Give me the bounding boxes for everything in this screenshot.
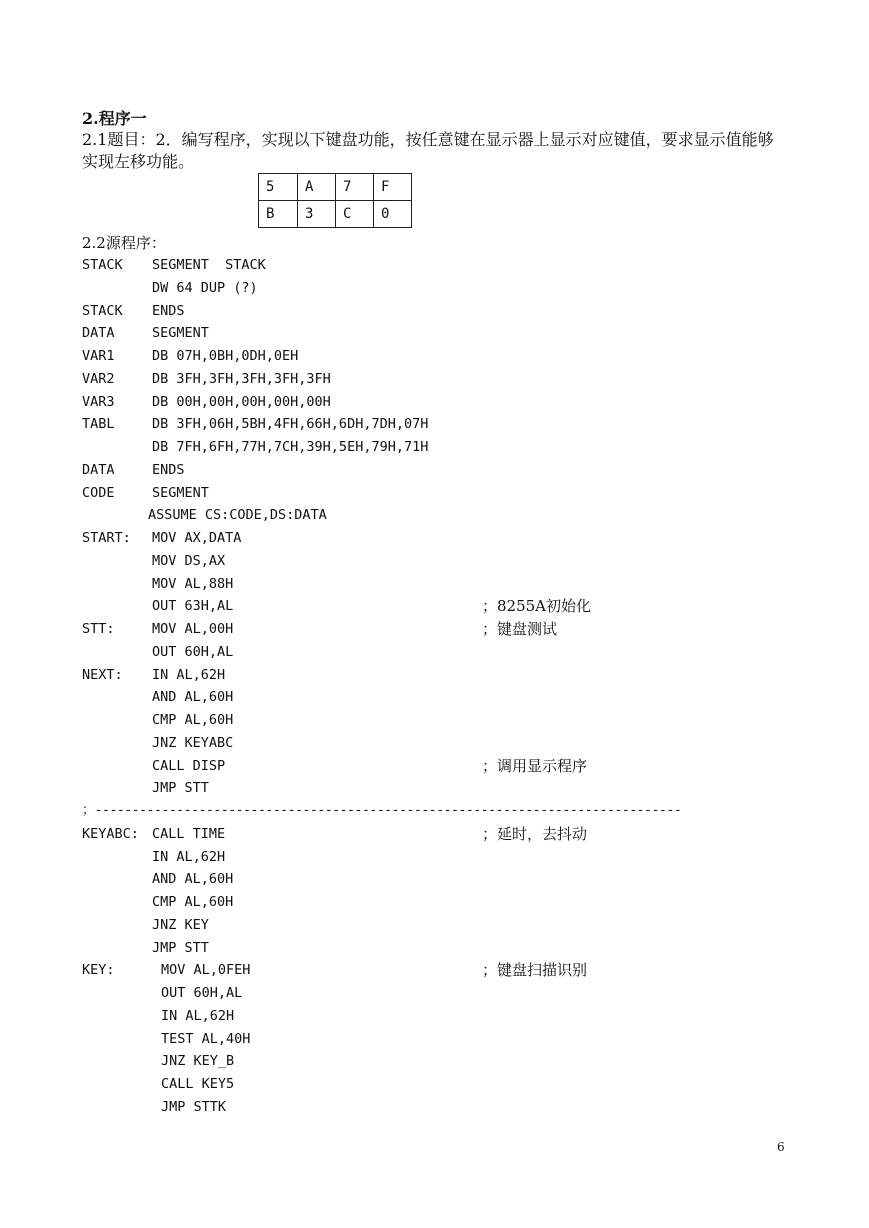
code-line (82, 322, 802, 345)
code-line (82, 846, 802, 869)
code-line (82, 686, 802, 709)
code-label: STACK (82, 257, 123, 273)
code-line (82, 1096, 802, 1119)
code-line (82, 891, 802, 914)
code-line (82, 823, 802, 846)
code-instruction: CALL DISP (152, 757, 226, 774)
code-instruction: JMP STTK (161, 1098, 227, 1115)
code-label: VAR1 (82, 348, 115, 364)
key-cell: 7 (336, 174, 374, 201)
code-line (82, 368, 802, 391)
code-instruction: SEGMENT STACK (152, 257, 266, 273)
code-line (82, 755, 802, 778)
key-cell: 5 (259, 174, 298, 201)
code-line (82, 254, 802, 277)
code-line (82, 914, 802, 937)
code-instruction: ASSUME CS:CODE,DS:DATA (148, 507, 327, 524)
code-line (82, 459, 802, 482)
code-line (82, 800, 802, 823)
code-label: STACK (82, 302, 123, 319)
code-line (82, 777, 802, 800)
code-instruction: DB 00H,00H,00H,00H,00H (152, 393, 331, 410)
code-line (82, 300, 802, 323)
code-comment: ；调用显示程序 (482, 756, 588, 775)
code-comment: ；键盘测试 (482, 620, 558, 638)
code-line (82, 550, 802, 573)
code-instruction: SEGMENT (152, 484, 209, 501)
section-title: 2.程序一 (82, 109, 147, 128)
code-label: VAR2 (82, 370, 115, 387)
code-instruction: CALL KEY5 (161, 1076, 235, 1092)
key-cell: C (336, 201, 374, 228)
code-instruction: MOV AX,DATA (152, 530, 242, 546)
code-line (82, 982, 802, 1005)
code-line (82, 277, 802, 300)
code-separator: ；------------------------------------------------------------------------------- (82, 803, 682, 818)
key-cell: F (374, 174, 412, 201)
code-instruction: IN AL,62H (152, 666, 226, 683)
code-instruction: JNZ KEY_B (161, 1053, 235, 1070)
code-comment: ；8255A初始化 (482, 597, 592, 616)
code-line (82, 959, 802, 982)
code-instruction: JMP STT (152, 939, 209, 956)
code-line (82, 482, 802, 505)
key-table-row (259, 201, 412, 228)
code-instruction: AND AL,60H (152, 871, 234, 888)
key-cell: 3 (298, 201, 336, 228)
code-instruction: ENDS (152, 461, 185, 478)
code-line (82, 618, 802, 641)
code-label: STT: (82, 621, 115, 637)
code-instruction: MOV AL,88H (152, 575, 234, 592)
page-number: 6 (777, 1140, 785, 1154)
code-instruction: JNZ KEYABC (152, 734, 234, 751)
question-text: 2.1题目：2．编写程序，实现以下键盘功能，按任意键在显示器上显示对应键值，要求显示值能够实现左移功能。 (82, 130, 774, 171)
code-line (82, 709, 802, 732)
code-instruction: TEST AL,40H (161, 1030, 251, 1047)
code-line (82, 573, 802, 596)
code-line (82, 1005, 802, 1028)
code-label: DATA (82, 461, 115, 478)
code-line (82, 868, 802, 891)
code-instruction: OUT 63H,AL (152, 598, 234, 615)
code-label: TABL (82, 416, 115, 433)
code-line (82, 345, 802, 368)
code-instruction: DB 3FH,06H,5BH,4FH,66H,6DH,7DH,07H (152, 416, 429, 433)
code-line (82, 527, 802, 550)
code-label: NEXT: (82, 666, 123, 683)
code-line (82, 436, 802, 459)
code-line (82, 1028, 802, 1051)
source-title: 2.2源程序： (82, 234, 166, 252)
code-line (82, 413, 802, 436)
key-table-row (259, 174, 412, 201)
code-instruction: CALL TIME (152, 825, 226, 842)
code-instruction: JNZ KEY (152, 916, 209, 933)
code-line (82, 732, 802, 755)
key-cell: 0 (374, 201, 412, 228)
code-instruction: JMP STT (152, 780, 209, 797)
code-line (82, 1073, 802, 1096)
source-code-listing (82, 254, 802, 1119)
code-instruction: MOV AL,00H (152, 621, 234, 637)
code-label: START: (82, 530, 131, 546)
key-cell: B (259, 201, 298, 228)
code-instruction: MOV DS,AX (152, 552, 226, 569)
code-instruction: CMP AL,60H (152, 894, 234, 910)
key-cell: A (298, 174, 336, 201)
code-instruction: DW 64 DUP (?) (152, 279, 258, 296)
code-instruction: OUT 60H,AL (152, 643, 234, 660)
key-table (258, 173, 412, 228)
code-instruction: SEGMENT (152, 325, 209, 342)
code-instruction: ENDS (152, 302, 185, 319)
code-instruction: DB 7FH,6FH,77H,7CH,39H,5EH,79H,71H (152, 439, 429, 455)
code-instruction: MOV AL,0FEH (161, 962, 251, 979)
code-line (82, 664, 802, 687)
code-instruction: DB 3FH,3FH,3FH,3FH,3FH (152, 370, 331, 387)
code-line (82, 641, 802, 664)
code-label: DATA (82, 325, 115, 342)
code-instruction: IN AL,62H (152, 848, 226, 865)
code-label: KEY: (82, 962, 115, 979)
code-comment: ；延时，去抖动 (482, 824, 588, 843)
code-instruction: AND AL,60H (152, 689, 234, 706)
code-comment: ；键盘扫描识别 (482, 961, 588, 980)
code-instruction: OUT 60H,AL (161, 985, 243, 1001)
code-line (82, 937, 802, 960)
code-instruction: CMP AL,60H (152, 712, 234, 728)
code-label: CODE (82, 484, 115, 501)
code-line (82, 391, 802, 414)
code-line (82, 504, 802, 527)
code-label: KEYABC: (82, 825, 139, 842)
code-label: VAR3 (82, 393, 115, 410)
code-instruction: IN AL,62H (161, 1007, 235, 1024)
code-line (82, 595, 802, 618)
code-instruction: DB 07H,0BH,0DH,0EH (152, 348, 299, 364)
code-line (82, 1050, 802, 1073)
